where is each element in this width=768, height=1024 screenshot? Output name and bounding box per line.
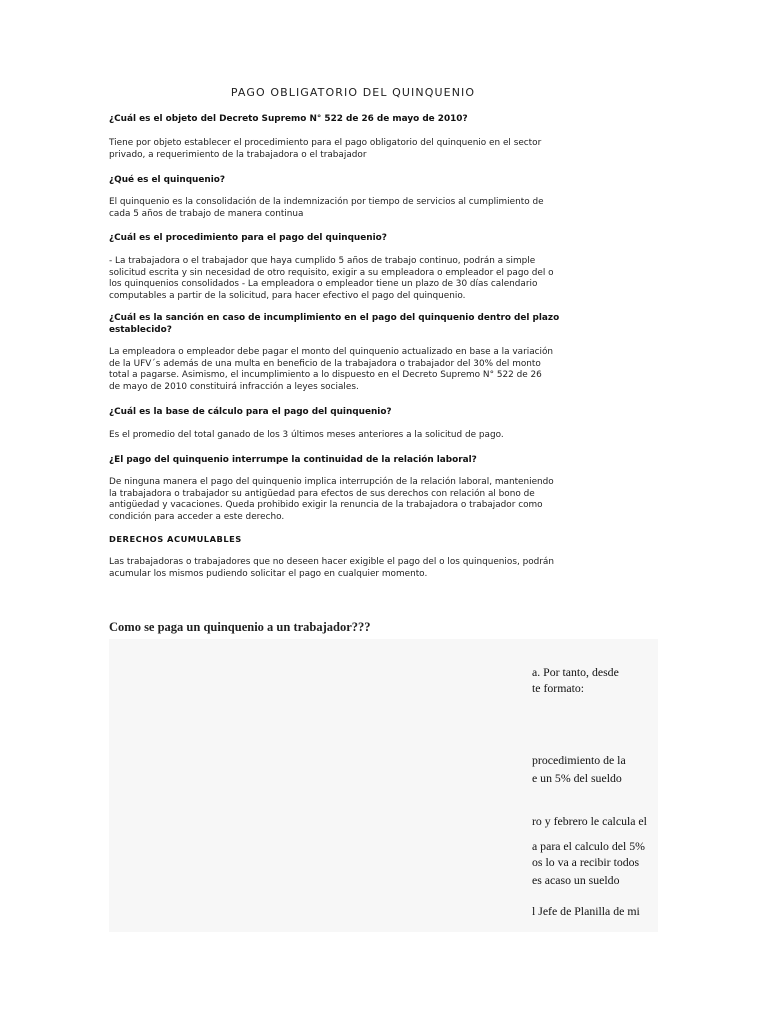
answer-line: computables a partir de la solicitud, para hacer efectivo el pago del quinquenio. (109, 290, 466, 301)
answer (109, 138, 609, 161)
question-line: ¿Qué es el quinquenio? (109, 175, 225, 185)
post-text-line: a para el calculo del 5% (532, 839, 645, 853)
answer-objeto (109, 138, 609, 161)
question-line: ¿Cuál es el procedimiento para el pago del quinquenio? (109, 233, 387, 243)
section-derechos (109, 533, 609, 545)
answer-line: Tiene por objeto establecer el procedimiento para el pago obligatorio del quinquenio en el sector (109, 138, 542, 148)
section-sancion (109, 312, 609, 336)
answer-line: la trabajadora o trabajador su antigüedad para efectos de sus derechos con relación al bono de (109, 488, 535, 499)
post-text-line: te formato: (532, 681, 585, 695)
answer-line: privado, a requerimiento de la trabajadora o el trabajador (109, 149, 367, 160)
heading-line: DERECHOS ACUMULABLES (109, 534, 242, 544)
question (109, 174, 609, 186)
post-text-line: es acaso un sueldo (532, 873, 620, 887)
answer (109, 477, 609, 523)
question-line: ¿Cuál es el objeto del Decreto Supremo N° 522 de 26 de mayo de 2010? (109, 114, 468, 124)
question (109, 113, 609, 125)
post-text-line: a. Por tanto, desde (532, 665, 619, 679)
question (109, 312, 609, 336)
answer-line: antigüedad y vacaciones. Queda prohibido exigir la renuncia de la trabajadora o trabajador como (109, 500, 543, 510)
post-text-line: ro y febrero le calcula el (532, 814, 647, 828)
section-que-es (109, 174, 609, 186)
post-text-line: os lo va a recibir todos (532, 855, 640, 869)
answer (109, 430, 609, 442)
answer-line: Las trabajadoras o trabajadores que no deseen hacer exigible el pago del o los quinquenios, podrán (109, 557, 554, 567)
question-line: ¿Cuál es la sanción en caso de incumplimiento en el pago del quinquenio dentro del plazo (109, 313, 560, 323)
answer (109, 197, 609, 220)
answer-sancion (109, 347, 609, 393)
answer-procedimiento (109, 256, 609, 302)
question (109, 454, 609, 466)
question (109, 232, 609, 244)
section-continuidad (109, 454, 609, 466)
answer (109, 557, 609, 580)
answer-line: De ninguna manera el pago del quinquenio implica interrupción de la relación laboral, manteniendo (109, 477, 554, 487)
question-line: ¿El pago del quinquenio interrumpe la continuidad de la relación laboral? (109, 455, 477, 465)
question-line: establecido? (109, 325, 172, 335)
answer-line: de la UFV´s además de una multa en beneficio de la trabajadora o trabajador del 30% del monto (109, 358, 541, 369)
question (109, 406, 609, 418)
answer-base-calculo (109, 430, 609, 442)
answer-line: solicitud escrita y sin necesidad de otro requisito, exigir a su empleadora o empleador el pago del o (109, 267, 554, 278)
answer (109, 347, 609, 393)
answer-continuidad (109, 477, 609, 523)
answer-line: Es el promedio del total ganado de los 3 últimos meses anteriores a la solicitud de pago. (109, 430, 504, 440)
answer-line: condición para acceder a este derecho. (109, 511, 285, 522)
answer-derechos (109, 557, 609, 580)
forum-heading: Como se paga un quinquenio a un trabajador??? (109, 620, 371, 634)
section-objeto (109, 113, 609, 125)
answer-line: cada 5 años de trabajo de manera continua (109, 208, 304, 219)
post-text-line: e un 5% del sueldo (532, 771, 622, 785)
answer-que-es (109, 197, 609, 220)
answer-line: total a pagarse. Asimismo, el incumplimiento a lo dispuesto en el Decreto Supremo N° 522 de 26 (109, 370, 542, 380)
answer-line: La empleadora o empleador debe pagar el monto del quinquenio actualizado en base a la variación (109, 347, 554, 357)
answer-line: de mayo de 2010 constituirá infracción a leyes sociales. (109, 381, 359, 392)
section-procedimiento (109, 232, 609, 244)
answer-line: los quinquenios consolidados - La empleadora o empleador tiene un plazo de 30 días calendario (109, 279, 538, 289)
answer (109, 256, 609, 302)
post-text-line: procedimiento de la (532, 753, 626, 767)
answer-line: - La trabajadora o el trabajador que haya cumplido 5 años de trabajo continuo, podrán a simple (109, 256, 536, 266)
answer-line: El quinquenio es la consolidación de la indemnización por tiempo de servicios al cumplimiento de (109, 197, 544, 207)
question-line: ¿Cuál es la base de cálculo para el pago del quinquenio? (109, 407, 392, 417)
post-text-line: l Jefe de Planilla de mi (532, 904, 640, 918)
section-heading (109, 533, 609, 545)
answer-line: acumular los mismos pudiendo solicitar el pago en cualquier momento. (109, 568, 428, 579)
page-title: PAGO OBLIGATORIO DEL QUINQUENIO (230, 86, 476, 99)
section-base-calculo (109, 406, 609, 418)
